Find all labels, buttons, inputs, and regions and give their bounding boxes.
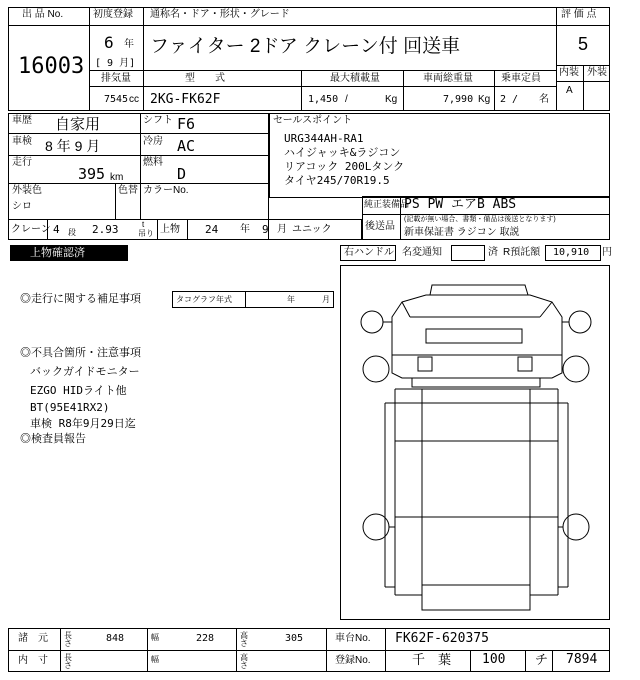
r-deposit-label: R預託額 [503,247,541,258]
inner-label: 内 寸 [18,655,48,666]
reg-year-unit: 年 [124,39,134,50]
displacement-label: 排気量 [101,73,131,84]
driving-notes-label: ◎走行に関する補足事項 [20,293,141,305]
tacho-year: 年 [287,295,295,304]
inspector-label: ◎検査員報告 [20,433,86,445]
lot-no-label: 出 品 No. [22,9,64,20]
max-load-slash: / [345,94,348,105]
reg-label: 登録No. [335,655,371,666]
lot-number: 16003 [18,54,85,79]
length-value: 848 [106,633,125,644]
sales-line-2: ハイジャッキ&ラジコン [284,146,401,159]
reg-class: 100 [482,652,506,667]
color-change-label: 色替 [118,185,138,196]
crane-load-unit2: 吊り [138,229,154,238]
sales-line-1: URG344AH-RA1 [284,132,364,145]
mount-label: 上物 [160,224,180,235]
crane-stage-unit: 段 [68,228,76,237]
ac-label: 冷房 [143,136,163,147]
extras-value: 新車保証書 ラジコン 取説 [404,227,520,238]
width-value: 228 [196,633,215,644]
dims-label: 諸 元 [18,633,48,644]
reg-year: 6 [104,33,114,52]
length-label: 長さ [64,631,72,648]
height-label: 高さ [240,631,248,648]
ext-color-value: シロ [12,201,32,212]
defect-line-3: BT(95E41RX2) [30,401,110,414]
inspection-value: 8 年 9 月 [45,138,101,154]
grade-label: 評 価 点 [561,9,597,20]
capacity-value: 2 / [500,94,519,105]
reg-kana: チ [535,652,549,667]
sales-line-3: リアコック 200Lタンク [284,160,405,173]
name-label: 通称名・ドア・形状・グレード [150,9,290,20]
crane-load-unit: t [142,220,145,229]
mount-year: 24 [205,223,219,236]
history-value: 自家用 [55,116,101,133]
crane-label: クレーン [11,224,51,235]
crane-stages: 4 [53,223,60,236]
truck-diagram [340,265,610,620]
mileage-unit: km [110,172,124,183]
ac-value: AC [177,137,196,155]
defect-line-2: EZGO HIDライト他 [30,384,127,397]
fuel-label: 燃料 [143,157,163,168]
shift-label: シフト [143,115,173,126]
defect-line-1: バックガイドモニター [30,365,140,378]
equipment-value: PS PW エアB ABS [404,197,517,212]
equipment-label: 純正装備品 [364,199,410,209]
reg-number: 7894 [566,652,598,667]
gross-weight-label: 車両総重量 [423,73,473,84]
interior-grade: A [566,85,573,96]
gross-weight-unit: Kg [478,94,491,105]
tacho-label: タコグラフ年式 [176,295,232,304]
inner-height-label: 高さ [240,653,248,670]
inspection-label: 車検 [12,136,32,147]
gross-weight-value: 7,990 [443,94,474,105]
capacity-label: 乗車定員 [501,73,541,84]
model-label: 型 式 [185,73,225,84]
shift-value: F6 [177,115,196,133]
extras-note: (記載が無い場合、書類・備品は後送となります) [404,216,556,223]
reg-month: [ 9 月] [95,58,136,69]
tacho-month: 月 [322,295,330,304]
mount-month: 9 [262,223,269,236]
ext-color-label: 外装色 [12,185,42,196]
defects-label: ◎不具合箇所・注意事項 [20,347,141,359]
interior-label: 内装 [559,67,579,78]
sales-line-4: タイヤ245/70R19.5 [284,174,390,187]
max-load-value: 1,450 [308,94,339,105]
confirm-bar-text: 上物確認済 [30,247,85,259]
mount-month-unit: 月 [277,224,287,235]
mount-maker: ユニック [292,224,332,235]
mount-year-unit: 年 [240,224,250,235]
mileage-label: 走行 [12,157,32,168]
r-deposit-value: 10,910 [553,247,590,258]
model-value: 2KG-FK62F [150,92,221,107]
exterior-label: 外装 [587,67,607,78]
fuel-value: D [177,165,187,183]
name-change-box [451,245,485,261]
reg-area: 千 葉 [412,652,452,667]
inner-length-label: 長さ [64,653,72,670]
chassis-value: FK62F-620375 [395,631,489,646]
vehicle-name: ファイター 2ドア クレーン付 回送車 [150,36,461,57]
defect-line-4: 車検 R8年9月29日迄 [30,417,136,430]
grade-value: 5 [578,34,589,54]
chassis-label: 車台No. [335,633,371,644]
max-load-unit: Kg [385,94,398,105]
recycle-text: 済 [488,247,498,258]
extras-label: 後送品 [365,221,395,232]
displacement-unit: cc [129,94,139,105]
displacement-value: 7545 [104,94,129,105]
sales-label: セールスポイント [273,115,353,126]
yen-unit: 円 [602,247,612,258]
color-no-label: カラーNo. [143,185,189,196]
capacity-unit: 名 [539,94,549,105]
width-label: 幅 [151,633,159,642]
mileage-value: 395 [78,165,106,183]
right-handle-text: 右ハンドル [344,247,394,258]
height-value: 305 [285,633,304,644]
name-change-text: 名変通知 [402,247,442,258]
history-label: 車歴 [12,115,32,126]
inner-width-label: 幅 [151,655,159,664]
crane-load: 2.93 [92,223,119,236]
max-load-label: 最大積載量 [330,73,380,84]
first-reg-label: 初度登録 [93,9,133,20]
